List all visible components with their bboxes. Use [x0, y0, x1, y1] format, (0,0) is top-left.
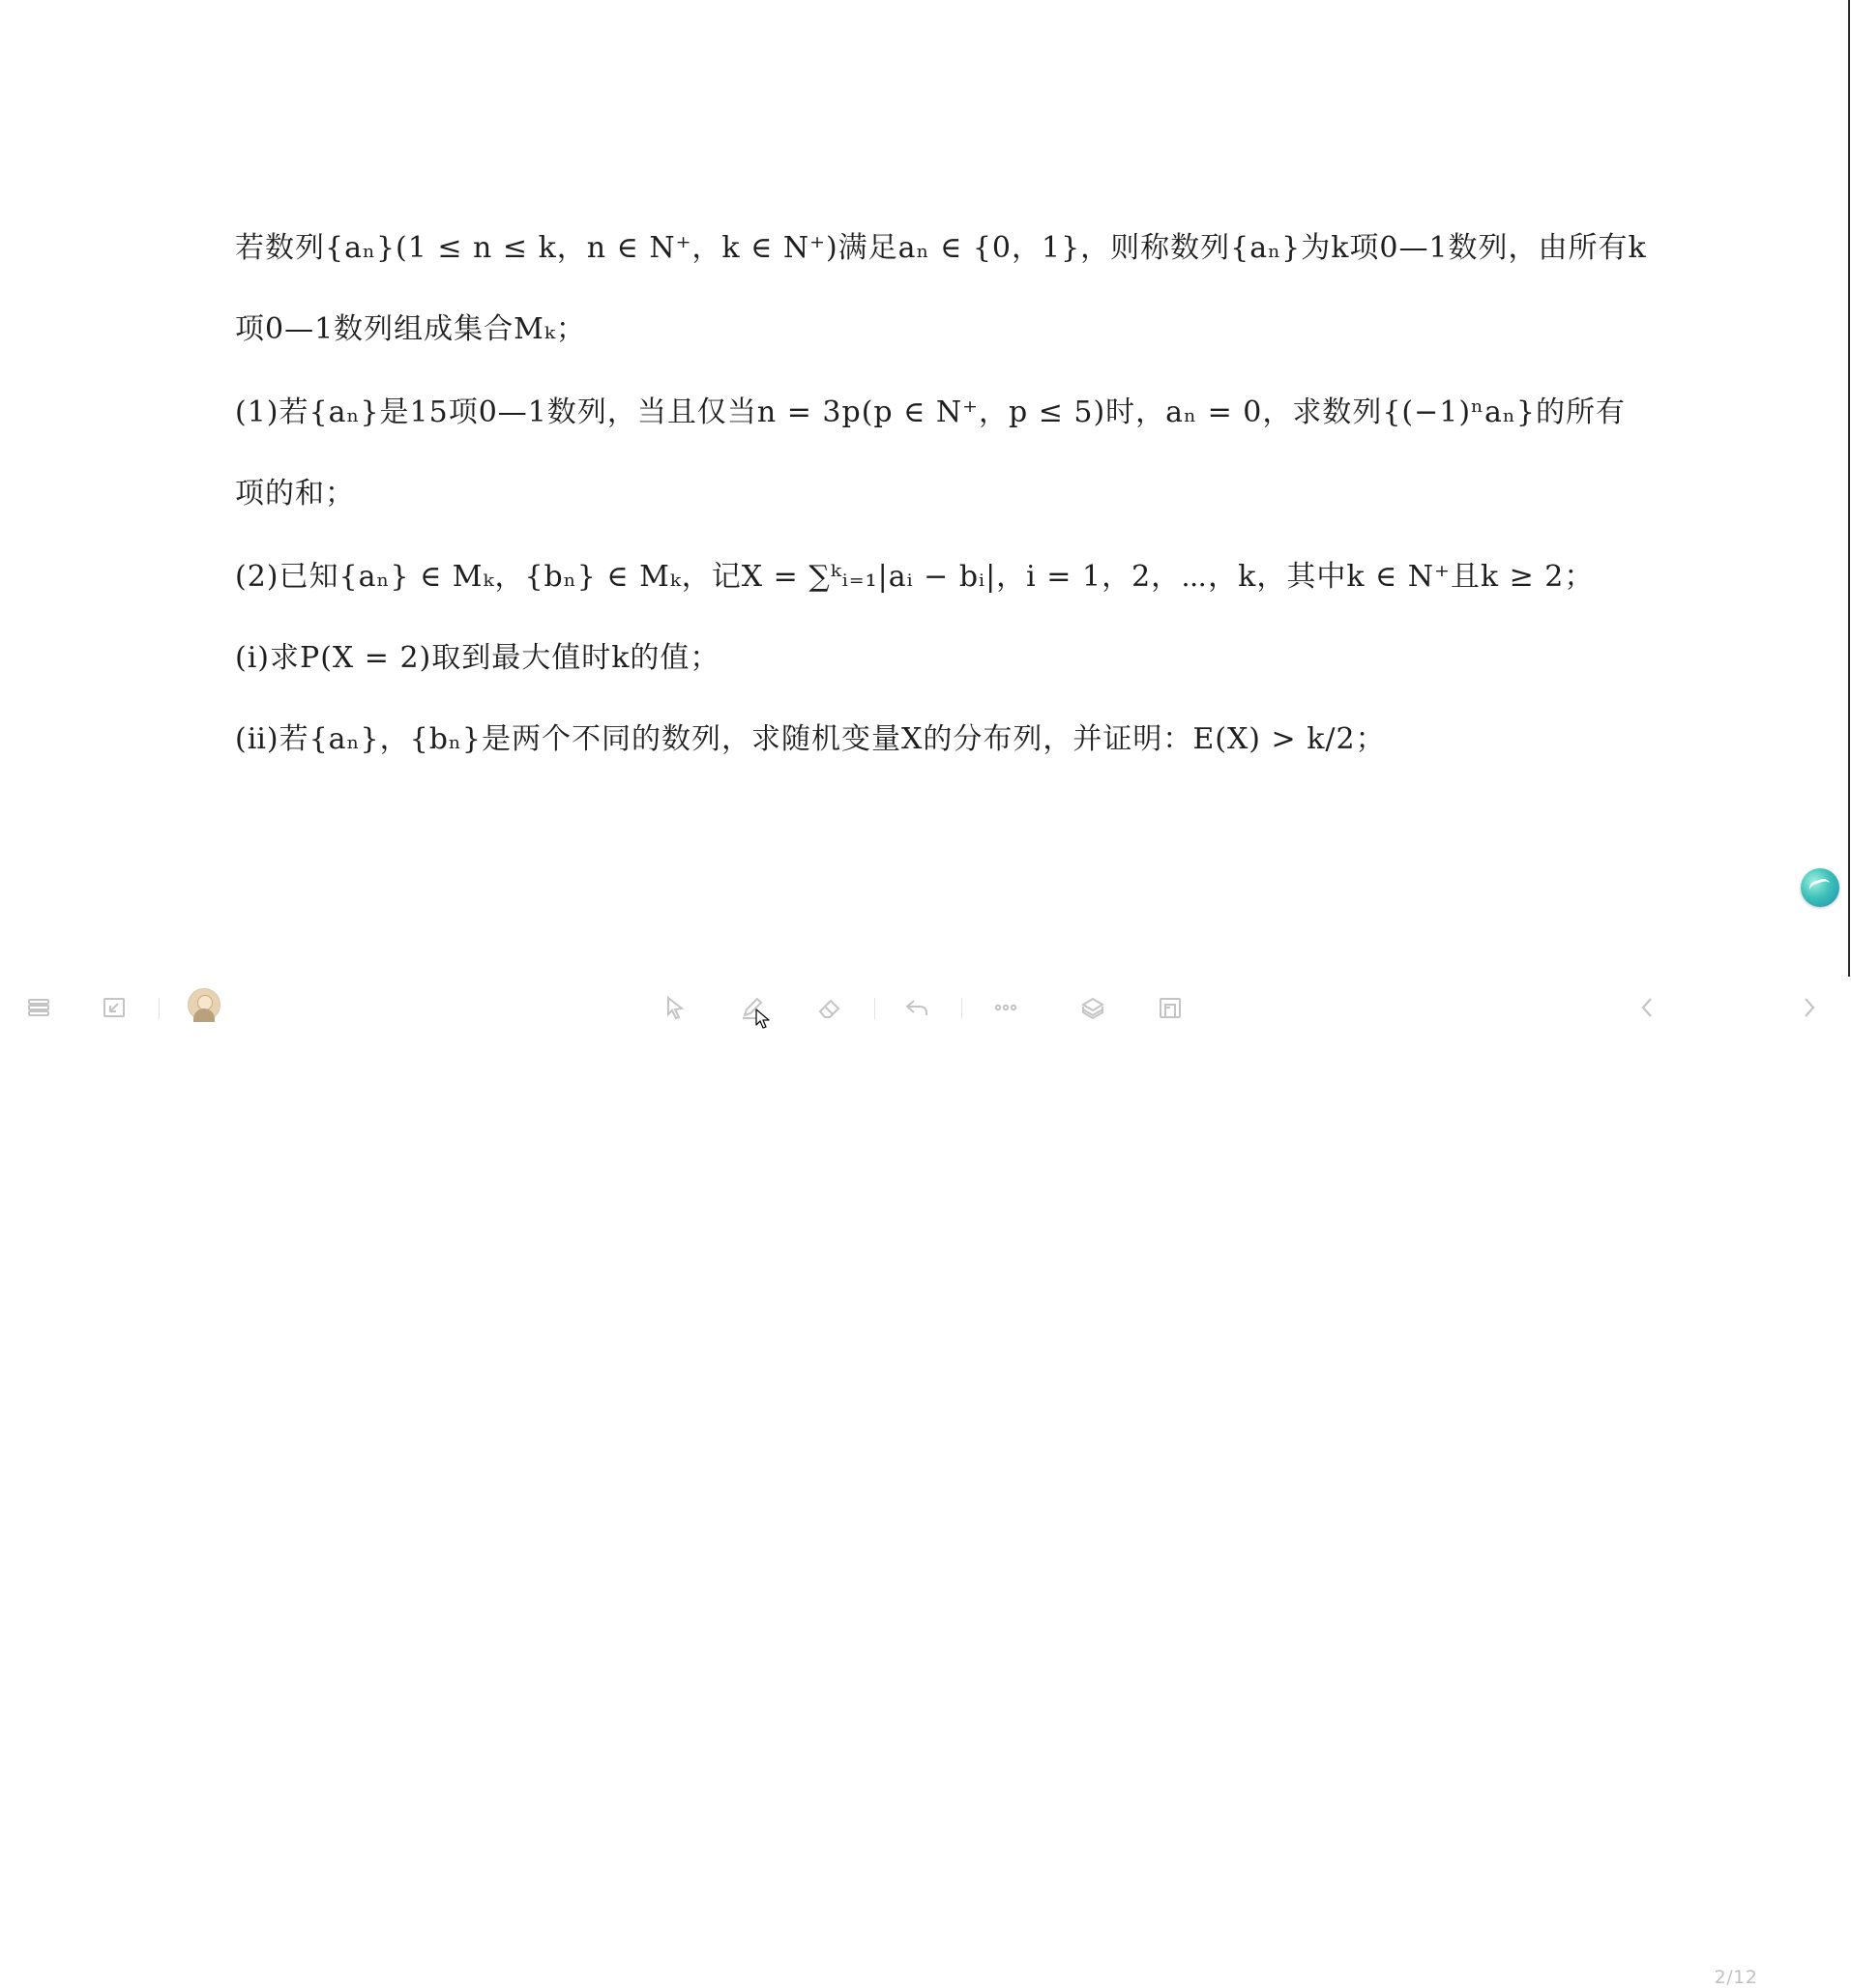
question-2: (2)已知{aₙ} ∈ Mₖ，{bₙ} ∈ Mₖ，记X = ∑ᵏᵢ₌₁|aᵢ − bᵢ|，i = 1，2，⋯，k，其中k ∈ N⁺且k ≥ 2；: [235, 560, 1595, 594]
shrink-window-icon[interactable]: [99, 992, 130, 1023]
question-2-part-ii: (ⅱ)若{aₙ}，{bₙ}是两个不同的数列，求随机变量X的分布列，并证明：E(X) > k/2；: [235, 722, 1386, 756]
layers-icon[interactable]: [1077, 992, 1108, 1023]
undo-icon[interactable]: [901, 992, 932, 1023]
question-1-line-2: 项的和；: [235, 477, 355, 511]
problem-intro-line-1: 若数列{aₙ}(1 ≤ n ≤ k，n ∈ N⁺，k ∈ N⁺)满足aₙ ∈ {0，1}，则称数列{aₙ}为k项0—1数列，由所有k: [235, 231, 1647, 265]
list-icon[interactable]: [23, 992, 54, 1023]
slides-icon[interactable]: [1155, 992, 1186, 1023]
question-2-part-i: (ⅰ)求P(X = 2)取到最大值时k的值；: [235, 641, 720, 675]
bottom-toolbar: [0, 977, 1851, 1988]
question-1-line-1: (1)若{aₙ}是15项0—1数列，当且仅当n = 3p(p ∈ N⁺，p ≤ 5)时，aₙ = 0，求数列{(−1)ⁿaₙ}的所有: [235, 395, 1626, 429]
chevron-right-icon[interactable]: [1793, 992, 1824, 1023]
pointer-icon[interactable]: [660, 992, 690, 1023]
chevron-left-icon[interactable]: [1632, 992, 1663, 1023]
eraser-icon[interactable]: [814, 992, 845, 1023]
mouse-cursor-icon: [755, 1009, 771, 1030]
toolbar-divider: [961, 998, 962, 1019]
slide-edge: [1848, 0, 1850, 977]
problem-intro-line-2: 项0—1数列组成集合Mₖ；: [235, 312, 586, 346]
more-icon[interactable]: [990, 992, 1021, 1023]
assistant-bubble-icon[interactable]: [1801, 868, 1839, 907]
toolbar-divider: [159, 998, 160, 1019]
toolbar-divider: [874, 998, 875, 1019]
avatar[interactable]: [188, 988, 220, 1021]
page-indicator: 2/12: [1714, 1967, 1758, 1988]
